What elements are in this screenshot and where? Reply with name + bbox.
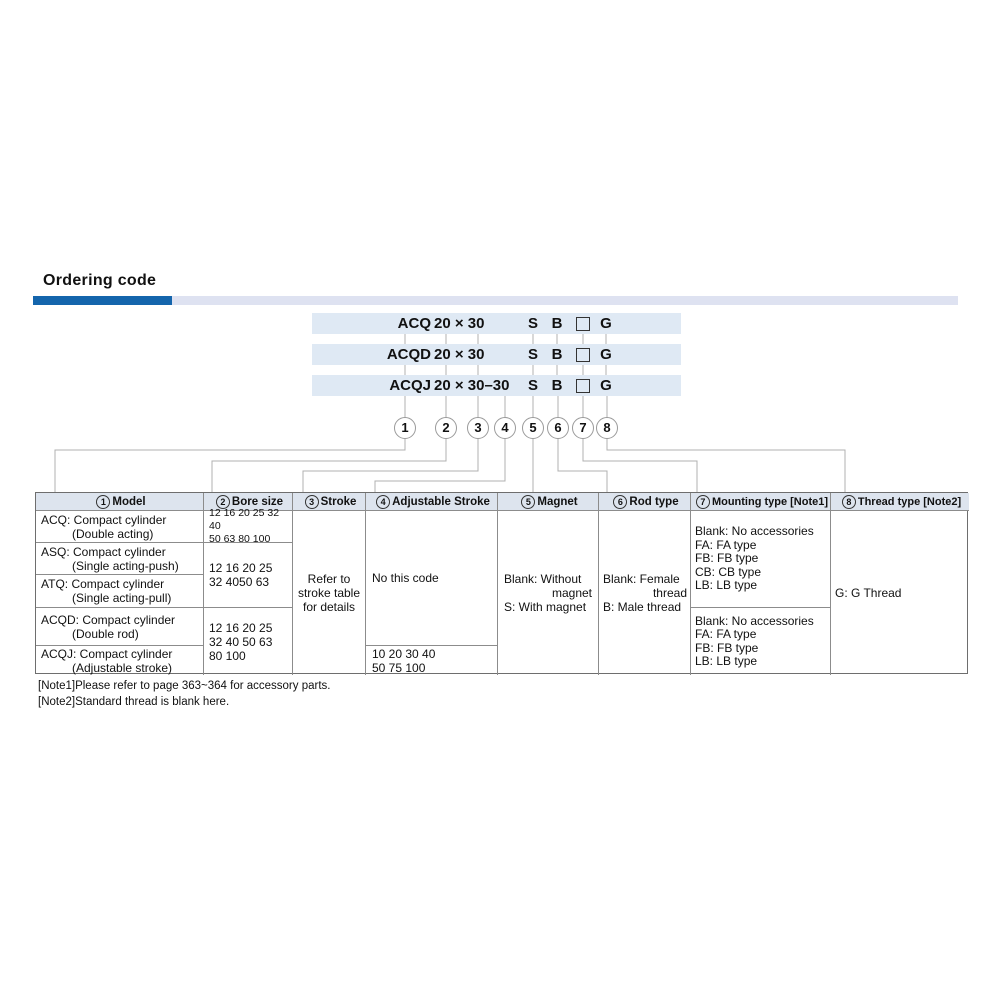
header-model <box>36 493 204 511</box>
bore-line: 12 16 20 25 <box>209 620 273 635</box>
title-underline-accent <box>33 296 172 305</box>
position-circle-5: 5 <box>522 417 544 439</box>
stroke-cell <box>293 511 366 675</box>
mounting-line: Blank: No accessories <box>695 524 814 539</box>
magnet-line: magnet <box>551 586 592 600</box>
rod-type-cell <box>599 511 691 675</box>
stroke-line: for details <box>302 600 356 614</box>
model-cell-acqd <box>36 608 204 646</box>
magnet-text-block <box>504 572 592 614</box>
header-mounting-type <box>691 493 831 511</box>
circled-number-icon: 5 <box>521 495 535 509</box>
ordering-table <box>35 492 968 674</box>
bore-line: 32 40 50 63 <box>209 634 273 649</box>
circled-number-icon: 3 <box>305 495 319 509</box>
mounting-line: CB: CB type <box>695 564 762 579</box>
thread-text: G: G Thread <box>835 586 902 600</box>
model-cell-acq <box>36 511 204 543</box>
circled-number-icon: 2 <box>216 495 230 509</box>
code-magnet: S <box>527 377 538 394</box>
circled-number-icon: 7 <box>696 495 710 509</box>
rod-line: B: Male thread <box>603 600 682 614</box>
bore-line: 80 100 <box>209 648 246 663</box>
model-cell-asq <box>36 543 204 575</box>
ordering-code-row-acq <box>312 313 681 334</box>
mounting-line: FB: FB type <box>695 640 759 655</box>
header-magnet <box>498 493 599 511</box>
bore-line: 32 4050 63 <box>209 575 270 589</box>
circled-number-icon: 1 <box>96 495 110 509</box>
rod-line: Blank: Female <box>603 572 680 586</box>
header-label: Mounting type [Note1] <box>711 495 829 508</box>
bore-cell-asq-atq <box>204 543 293 608</box>
mounting-line: FA: FA type <box>695 537 757 552</box>
mounting-cell-bottom <box>691 608 831 675</box>
position-circle-1: 1 <box>394 417 416 439</box>
mounting-line: LB: LB type <box>695 654 758 668</box>
bore-cell-acqd-acqj <box>204 608 293 675</box>
position-circle-3: 3 <box>467 417 489 439</box>
position-circle-7: 7 <box>572 417 594 439</box>
bore-line: 12 16 20 25 <box>209 561 273 575</box>
header-label: Thread type [Note2] <box>857 495 962 508</box>
model-line: ACQJ: Compact cylinder <box>41 646 173 661</box>
mounting-line: FA: FA type <box>695 627 757 641</box>
adjustable-stroke-cell-acqj <box>366 646 498 675</box>
header-rod-type <box>599 493 691 511</box>
model-line: ASQ: Compact cylinder <box>41 544 166 559</box>
rod-line: thread <box>652 586 687 600</box>
code-model: ACQD <box>386 346 431 363</box>
model-cell-acqj <box>36 646 204 675</box>
note-2: [Note2]Standard thread is blank here. <box>38 696 230 708</box>
code-magnet: S <box>527 315 538 332</box>
bore-line: 50 63 80 100 <box>209 533 271 545</box>
bore-cell-acq <box>204 507 293 545</box>
adjustable-stroke-line: 50 75 100 <box>372 660 426 675</box>
model-subline: (Double acting) <box>72 526 154 541</box>
header-label: Stroke <box>320 495 357 508</box>
code-rod: B <box>551 346 563 363</box>
position-circle-8: 8 <box>596 417 618 439</box>
magnet-line: S: With magnet <box>504 600 587 614</box>
mounting-line: Blank: No accessories <box>695 613 814 628</box>
model-line: ACQD: Compact cylinder <box>41 612 176 627</box>
mounting-cell-top <box>691 511 831 608</box>
header-label: Magnet <box>537 495 578 508</box>
model-line: ACQ: Compact cylinder <box>41 512 167 527</box>
position-circle-2: 2 <box>435 417 457 439</box>
header-stroke <box>293 493 366 511</box>
code-size: 20 × 30 <box>434 346 485 363</box>
blank-square-icon <box>576 348 590 362</box>
circled-number-icon: 8 <box>842 495 856 509</box>
adjustable-stroke-line: 10 20 30 40 <box>372 646 436 661</box>
header-label: Bore size <box>231 495 284 508</box>
stroke-line: Refer to <box>307 572 351 586</box>
title-underline <box>172 296 958 305</box>
page-title: Ordering code <box>43 272 157 289</box>
model-cell-atq <box>36 575 204 608</box>
bore-line: 12 16 20 25 32 40 <box>209 507 280 532</box>
stroke-line: stroke table <box>297 586 361 600</box>
header-label: Adjustable Stroke <box>392 495 490 508</box>
ordering-code-row-acqd <box>312 344 681 365</box>
magnet-cell <box>498 511 599 675</box>
model-line: ATQ: Compact cylinder <box>41 577 165 591</box>
code-size: 20 × 30–30 <box>434 377 510 394</box>
model-subline: (Single acting-push) <box>72 558 179 573</box>
circled-number-icon: 4 <box>376 495 390 509</box>
header-adjustable-stroke <box>366 493 498 511</box>
note-1: [Note1]Please refer to page 363~364 for accessory parts. <box>38 680 331 692</box>
position-circle-4: 4 <box>494 417 516 439</box>
thread-type-cell <box>831 511 969 675</box>
position-circle-6: 6 <box>547 417 569 439</box>
model-subline: (Adjustable stroke) <box>72 660 173 675</box>
rod-text-block <box>603 572 687 614</box>
code-magnet: S <box>527 346 538 363</box>
header-label: Model <box>112 495 146 508</box>
magnet-line: Blank: Without <box>504 572 582 586</box>
code-thread: G <box>600 377 612 394</box>
circled-number-icon: 6 <box>613 495 627 509</box>
adjustable-stroke-cell-top <box>366 511 498 646</box>
adjustable-stroke-text: No this code <box>372 571 439 585</box>
code-rod: B <box>551 315 563 332</box>
mounting-line: FB: FB type <box>695 551 759 566</box>
code-thread: G <box>600 346 612 363</box>
code-thread: G <box>600 315 612 332</box>
model-subline: (Single acting-pull) <box>72 591 172 605</box>
code-size: 20 × 30 <box>434 315 485 332</box>
blank-square-icon <box>576 379 590 393</box>
model-subline: (Double rod) <box>72 626 139 641</box>
mounting-line: LB: LB type <box>695 578 758 593</box>
blank-square-icon <box>576 317 590 331</box>
header-thread-type <box>831 493 969 511</box>
header-label: Rod type <box>629 495 679 508</box>
code-model: ACQ <box>397 315 431 332</box>
code-model: ACQJ <box>389 377 431 394</box>
ordering-code-row-acqj <box>312 375 681 396</box>
code-rod: B <box>551 377 563 394</box>
